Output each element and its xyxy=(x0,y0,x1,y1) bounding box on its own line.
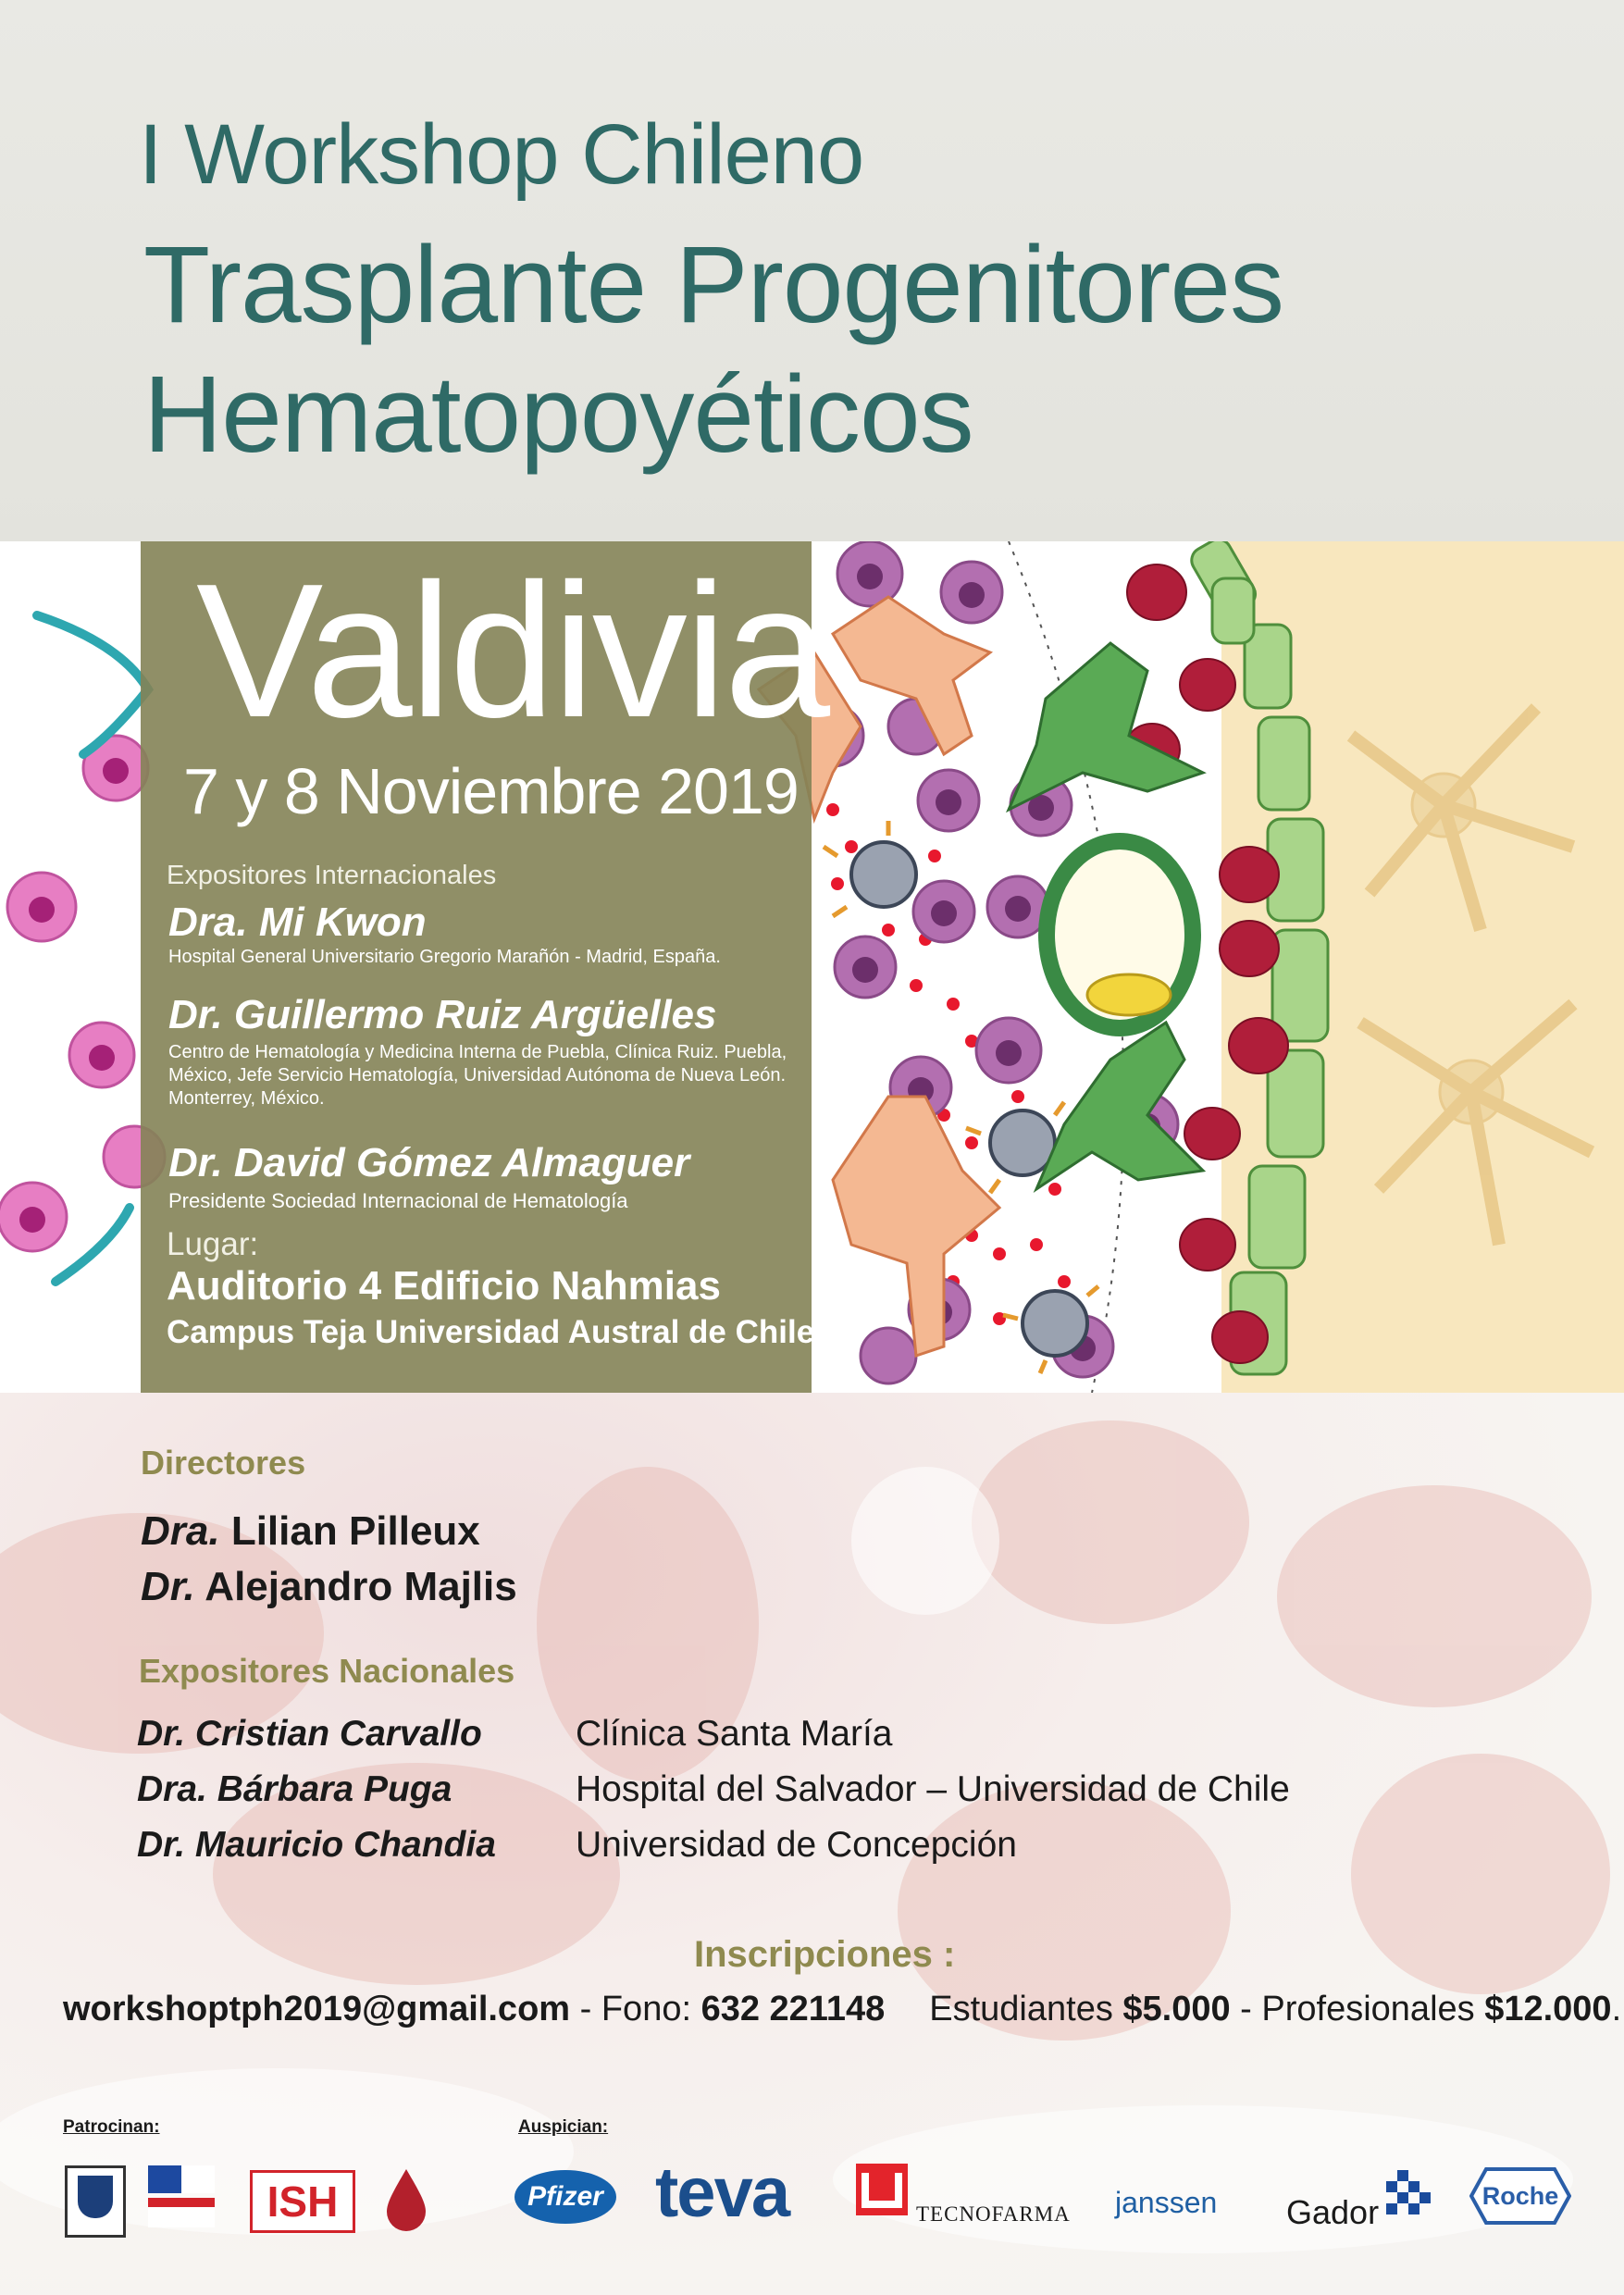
venue-label: Lugar: xyxy=(167,1226,259,1262)
title-line-1: I Workshop Chileno xyxy=(139,107,864,202)
venue-line-1: Auditorio 4 Edificio Nahmias xyxy=(167,1263,721,1309)
director-2 xyxy=(141,1564,517,1610)
intl-speaker-2-affiliation-line-2: México, Jefe Servicio Hematología, Universidad Autónoma de Nueva León. xyxy=(168,1065,787,1085)
director-1 xyxy=(141,1508,480,1555)
students-label: Estudiantes xyxy=(929,1990,1123,2028)
title-line-2: Trasplante Progenitores xyxy=(143,224,1283,346)
director-2-title: Dr. xyxy=(141,1564,195,1609)
international-speakers-heading: Expositores Internacionales xyxy=(167,861,497,890)
janssen-logo: janssen xyxy=(1115,2186,1218,2219)
title-line-3: Hematopoyéticos xyxy=(143,354,973,476)
intl-speaker-1-affiliation: Hospital General Universitario Gregorio Marañón - Madrid, España. xyxy=(168,947,721,967)
registration-phone: 632 221148 xyxy=(700,1990,886,2028)
ish-logo: ISH xyxy=(250,2170,355,2233)
national-speaker-1-name: Dr. Cristian Carvallo xyxy=(137,1714,482,1754)
gador-checker-icon xyxy=(1379,2170,1431,2222)
event-city: Valdivia xyxy=(196,544,828,757)
blood-drop-icon xyxy=(379,2165,433,2232)
intl-speaker-2-affiliation-line-3: Monterrey, México. xyxy=(168,1088,325,1109)
director-2-name: Alejandro Majlis xyxy=(194,1564,517,1609)
roche-logo xyxy=(1469,2167,1571,2225)
patrocinan-label: Patrocinan: xyxy=(63,2117,160,2137)
intl-speaker-2-name: Dr. Guillermo Ruiz Argüelles xyxy=(168,992,717,1037)
national-speaker-2-name: Dra. Bárbara Puga xyxy=(137,1769,452,1809)
event-dates: 7 y 8 Noviembre 2019 xyxy=(183,755,799,827)
national-speaker-3-name: Dr. Mauricio Chandia xyxy=(137,1825,496,1865)
director-1-name: Lilian Pilleux xyxy=(219,1508,480,1554)
line-end: . xyxy=(1611,1990,1622,2028)
intl-speaker-1-name: Dra. Mi Kwon xyxy=(168,899,427,945)
registration-heading: Inscripciones : xyxy=(694,1934,956,1975)
tecnofarma-logo: TECNOFARMA xyxy=(916,2202,1071,2226)
registration-contact-line xyxy=(63,1990,1621,2029)
pfizer-logo: Pfizer xyxy=(514,2170,616,2224)
university-crest-logo xyxy=(65,2165,126,2238)
professionals-price: $12.000 xyxy=(1484,1990,1612,2028)
intl-speaker-2-affiliation-line-1: Centro de Hematología y Medicina Interna de Puebla, Clínica Ruiz. Puebla, xyxy=(168,1042,787,1062)
registration-email[interactable]: workshoptph2019@gmail.com xyxy=(63,1990,571,2028)
phone-label: - Fono: xyxy=(570,1990,701,2028)
teva-logo: teva xyxy=(655,2153,789,2232)
ministerio-salud-logo xyxy=(148,2165,215,2232)
header-banner xyxy=(0,0,1624,541)
director-1-title: Dra. xyxy=(141,1508,220,1554)
national-speaker-2-institution: Hospital del Salvador – Universidad de Chile xyxy=(576,1769,1290,1809)
intl-speaker-3-name: Dr. David Gómez Almaguer xyxy=(168,1140,690,1185)
roche-logo-text: Roche xyxy=(1481,2182,1559,2210)
directors-heading: Directores xyxy=(141,1444,306,1482)
professionals-label: - Profesionales xyxy=(1230,1990,1485,2028)
intl-speaker-3-affiliation: Presidente Sociedad Internacional de Hematología xyxy=(168,1189,628,1212)
gador-logo: Gador xyxy=(1286,2193,1380,2231)
tecnofarma-mark xyxy=(856,2164,908,2215)
students-price: $5.000 xyxy=(1122,1990,1231,2028)
venue-line-2: Campus Teja Universidad Austral de Chile xyxy=(167,1314,815,1350)
national-speakers-heading: Expositores Nacionales xyxy=(139,1652,515,1690)
national-speaker-3-institution: Universidad de Concepción xyxy=(576,1825,1017,1865)
national-speaker-1-institution: Clínica Santa María xyxy=(576,1714,893,1754)
auspician-label: Auspician: xyxy=(518,2117,609,2137)
